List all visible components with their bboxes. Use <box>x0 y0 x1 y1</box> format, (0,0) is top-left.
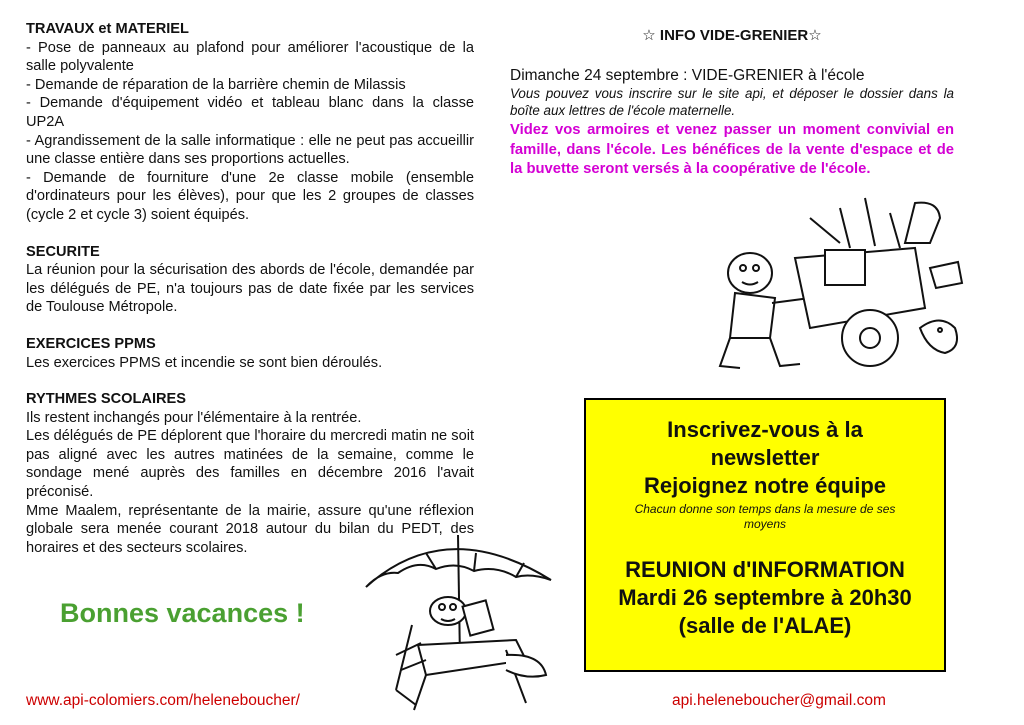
newsletter-line-2: newsletter <box>710 445 820 470</box>
rythmes-p2: Les délégués de PE déplorent que l'horaire du mercredi matin ne soit pas aligné avec les autres matinées de la semaine, comme le sondage mené auprès des familles en décembre 2016 l'avait préconisé. <box>26 428 474 501</box>
ppms-title: EXERCICES PPMS <box>26 335 156 352</box>
ppms-text: Les exercices PPMS et incendie se sont bien déroulés. <box>26 354 383 371</box>
travaux-item: - Demande de fourniture d'une 2e classe mobile (ensemble d'ordinateurs pour les élèves), pour que les 2 groupes de classes (cycle 2 et cycle 3) soient équipés. <box>26 169 474 223</box>
website-link[interactable]: www.api-colomiers.com/heleneboucher/ <box>26 692 300 709</box>
reunion-title: REUNION d'INFORMATION <box>625 557 905 582</box>
join-team-line: Rejoignez notre équipe <box>643 473 887 498</box>
vide-grenier-date: Dimanche 24 septembre : VIDE-GRENIER à l'école <box>510 67 865 84</box>
travaux-item: - Demande d'équipement vidéo et tableau blanc dans la classe UP2A <box>26 95 474 130</box>
email-link[interactable]: api.heleneboucher@gmail.com <box>672 692 886 709</box>
bonnes-vacances-heading: Bonnes vacances ! <box>60 598 305 628</box>
rythmes-title: RYTHMES SCOLAIRES <box>26 391 187 408</box>
newsletter-line-1: Inscrivez-vous à la <box>667 417 863 442</box>
beach-chair-illustration <box>356 525 561 715</box>
rythmes-p1: Ils restent inchangés pour l'élémentaire à la rentrée. <box>26 409 362 426</box>
securite-title: SECURITE <box>26 243 100 260</box>
travaux-item: - Pose de panneaux au plafond pour améliorer l'acoustique de la salle polyvalente <box>26 39 474 75</box>
info-vide-grenier-title: ☆ INFO VIDE-GRENIER☆ <box>642 27 822 44</box>
travaux-item: - Demande de réparation de la barrière chemin de Milassis <box>26 76 406 93</box>
travaux-item: - Agrandissement de la salle informatique : elle ne peut pas accueillir une classe entière dans ses proportions actuelles. <box>26 132 474 168</box>
newsletter-reunion-box <box>584 398 946 672</box>
vide-grenier-inscription: Vous pouvez vous inscrire sur le site api, et déposer le dossier dans la boîte aux lettres de l'école maternelle. <box>510 86 954 118</box>
vide-grenier-invitation: Videz vos armoires et venez passer un moment convivial en famille, dans l'école. Les bénéfices de la vente d'espace et de la buvette seront versés à la coopérative de l'école. <box>510 122 954 177</box>
junk-cart-illustration <box>700 188 970 384</box>
reunion-date: Mardi 26 septembre à 20h30 <box>618 585 912 610</box>
reunion-place: (salle de l'ALAE) <box>678 613 852 638</box>
securite-text: La réunion pour la sécurisation des abords de l'école, demandée par les délégués de PE, n'a toujours pas de date fixée par les services de Toulouse Métropole. <box>26 262 474 316</box>
left-column <box>26 20 474 557</box>
travaux-title: TRAVAUX et MATERIEL <box>26 21 189 37</box>
rythmes-p3: Mme Maalem, représentante de la mairie, assure qu'une réflexion globale sera menée courant 2018 autour du bilan du PEDT, des horaires et des secteurs scolaires. <box>26 502 474 556</box>
volunteer-note: Chacun donne son temps dans la mesure de ses moyens <box>634 502 896 531</box>
vide-grenier-info <box>510 66 954 180</box>
